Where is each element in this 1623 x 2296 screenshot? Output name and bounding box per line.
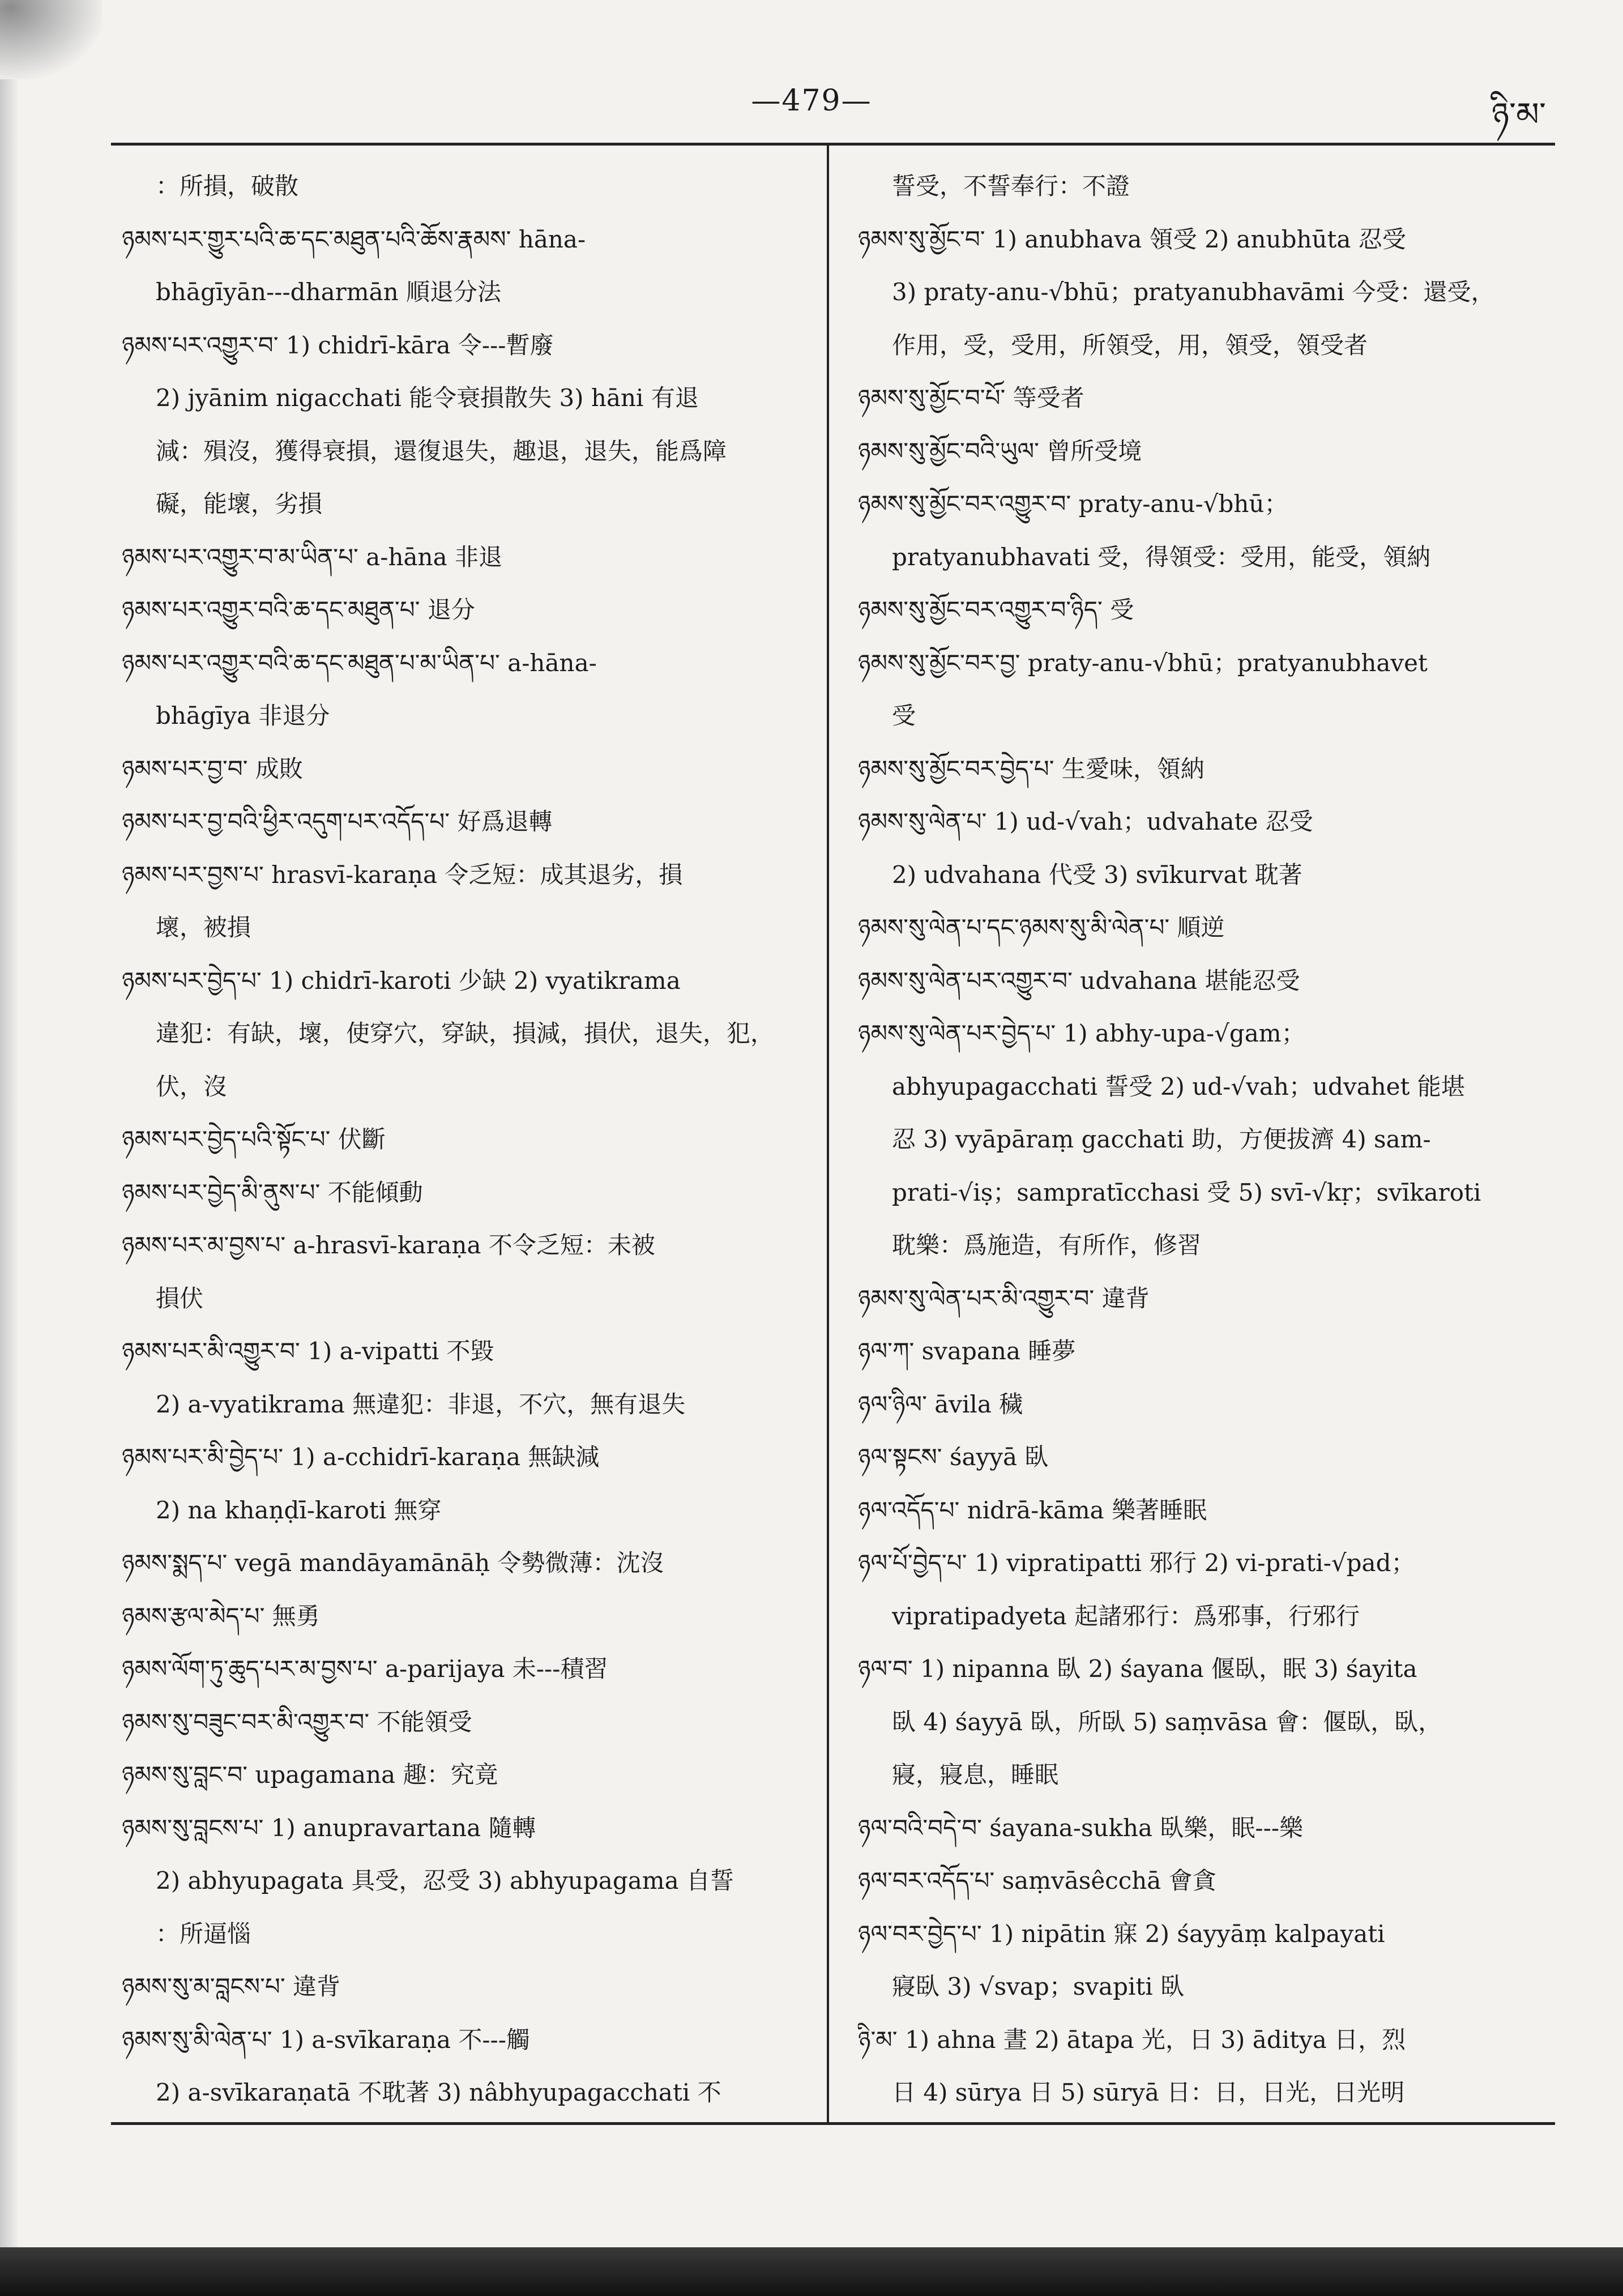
entry-headword-line: ཉམས་པར་མི་བྱེད་པ་ 1) a-cchidrī-karaṇa 無缺減: [122, 1443, 600, 1471]
entry-headword-line: ཉམས་པར་འགྱུར་བའི་ཆ་དང་མཐུན་པ་ 退分: [122, 596, 475, 624]
entry-headword-line: ཉལ་ཀ་ svapana 睡夢: [858, 1337, 1076, 1365]
right-column: [858, 160, 1554, 2119]
entry-continuation-line: 忍 3) vyāpāraṃ gacchati 助，方便拔濟 4) sam-: [892, 1125, 1431, 1153]
entry-headword-line: ཉམས་པར་བྱ་བ་ 成敗: [122, 754, 303, 783]
entry-continuation-line: 3) praty-anu-√bhū；pratyanubhavāmi 今受：還受，: [892, 278, 1495, 306]
entry-continuation-line: prati-√iṣ；sampratīcchasi 受 5) svī-√kṛ；svīkaroti: [892, 1178, 1481, 1206]
entry-headword-line: ཉམས་སུ་མྱོང་བར་འགྱུར་བ་ praty-anu-√bhū；: [858, 490, 1288, 518]
entry-continuation-line: 壞，被損: [156, 914, 251, 941]
entry-headword-line: ཉམས་སུ་ལེན་པར་བྱེད་པ་ 1) abhy-upa-√gam；: [858, 1019, 1305, 1047]
entry-headword-line: ཉལ་བར་འདོད་པ་ saṃvāsêcchā 會貪: [858, 1867, 1216, 1894]
entry-continuation-line: bhāgīyān---dharmān 順退分法: [156, 278, 502, 306]
entry-headword-line: ཉམས་སུ་བཟུང་བར་མི་འགྱུར་བ་ 不能領受: [122, 1708, 472, 1736]
entry-headword-line: ཉམས་པར་བྱས་པ་ hrasvī-karaṇa 令乏短：成其退劣，損: [122, 860, 683, 889]
entry-headword-line: ཉམས་པར་འགྱུར་བ་མ་ཡིན་པ་ a-hāna 非退: [122, 543, 502, 571]
entry-headword-line: ཉམས་རྩལ་མེད་པ་ 無勇: [122, 1602, 320, 1630]
entry-headword-line: ཉལ་བར་བྱེད་པ་ 1) nipātin 寐 2) śayyāṃ kalpayati: [858, 1919, 1385, 1948]
entry-headword-line: ཉམས་སུ་ལེན་པ་ 1) ud-√vah；udvahate 忍受: [858, 808, 1313, 835]
entry-continuation-line: 日 4) sūrya 日 5) sūryā 日：日，日光，日光明: [892, 2079, 1405, 2106]
entry-continuation-line: 損伏: [156, 1284, 204, 1312]
entry-continuation-line: 礙，能壞，劣損: [156, 490, 323, 518]
entry-headword-line: ཉམས་སུ་མྱོང་བའི་ཡུལ་ 曾所受境: [858, 437, 1142, 465]
column-divider: [827, 143, 829, 2125]
entry-headword-line: ཉལ་སྟངས་ śayyā 臥: [858, 1443, 1049, 1471]
scan-left-edge: [0, 79, 19, 2296]
entry-headword-line: ཉམས་སུ་མྱོང་བར་འགྱུར་བ་ཉིད་ 受: [858, 596, 1134, 624]
entry-headword-line: ཉམས་པར་མི་འགྱུར་བ་ 1) a-vipatti 不毀: [122, 1337, 494, 1365]
entry-continuation-line: 作用，受，受用，所領受，用，領受，領受者: [892, 331, 1368, 359]
entry-headword-line: ཉལ་བ་ 1) nipanna 臥 2) śayana 偃臥，眠 3) śayita: [858, 1655, 1417, 1683]
entry-continuation-line: 耽樂：爲施造，有所作，修習: [892, 1231, 1202, 1259]
entry-headword-line: ཉམས་སུ་མྱོང་བར་བྱེད་པ་ 生愛味，領納: [858, 754, 1205, 783]
entry-continuation-line: 2) udvahana 代受 3) svīkurvat 耽著: [892, 860, 1302, 889]
entry-continuation-line: 違犯：有缺，壞，使穿穴，穿缺，損減，損伏，退失，犯，: [156, 1019, 775, 1047]
entry-continuation-line: 2) a-vyatikrama 無違犯：非退，不穴，無有退失: [156, 1390, 686, 1418]
entry-headword-line: ཉལ་འདོད་པ་ nidrā-kāma 樂著睡眠: [858, 1496, 1207, 1524]
entry-continuation-line: 寢，寢息，睡眠: [892, 1761, 1059, 1789]
top-rule: [111, 143, 1555, 146]
entry-continuation-line: 伏，沒: [156, 1072, 228, 1100]
entry-headword-line: ཉམས་སུ་མྱོང་བ་པོ་ 等受者: [858, 384, 1084, 412]
entry-headword-line: ཉམས་སྨད་པ་ vegā mandāyamānāḥ 令勢微薄：沈沒: [122, 1549, 664, 1577]
entry-headword-line: ཉམས་སུ་བླང་བ་ upagamana 趣：究竟: [122, 1761, 498, 1789]
entry-continuation-line: 2) jyānim nigacchati 能令衰損散失 3) hāni 有退: [156, 384, 699, 412]
entry-headword-line: ཉམས་པར་བྱེད་པའི་སྟོང་པ་ 伏斷: [122, 1125, 386, 1153]
entry-continuation-line: ：所損，破散: [156, 172, 299, 200]
left-column: [122, 160, 810, 2119]
running-head: ཉི་མ་: [1491, 95, 1546, 134]
entry-continuation-line: 寢臥 3) √svap；svapiti 臥: [892, 1973, 1185, 2000]
entry-headword-line: ཉམས་སུ་བླངས་པ་ 1) anupravartana 隨轉: [122, 1813, 536, 1842]
entry-continuation-line: 減：殞沒，獲得衰損，還復退失，趣退，退失，能爲障: [156, 437, 727, 465]
entry-continuation-line: bhāgīya 非退分: [156, 702, 330, 729]
entry-headword-line: ཉལ་ཉིལ་ āvila 穢: [858, 1390, 1023, 1418]
entry-headword-line: ཉམས་སུ་ལེན་པ་དང་ཉམས་སུ་མི་ལེན་པ་ 順逆: [858, 914, 1225, 941]
entry-headword-line: ཉམས་པར་འགྱུར་བ་ 1) chidrī-kāra 令---暫廢: [122, 331, 554, 359]
entry-continuation-line: 2) a-svīkaraṇatā 不耽著 3) nâbhyupagacchati 不: [156, 2079, 721, 2106]
entry-continuation-line: vipratipadyeta 起諸邪行：爲邪事，行邪行: [892, 1602, 1360, 1630]
page-number: —479—: [751, 84, 872, 118]
entry-continuation-line: 2) abhyupagata 具受，忍受 3) abhyupagama 自誓: [156, 1867, 734, 1894]
entry-headword-line: ཉམས་སུ་མ་བླངས་པ་ 違背: [122, 1973, 341, 2000]
entry-headword-line: ཉམས་པར་བྱ་བའི་ཕྱིར་འདུག་པར་འདོད་པ་ 好爲退轉: [122, 808, 553, 835]
entry-headword-line: ཉམས་ལོག་ཏུ་ཆུད་པར་མ་བྱས་པ་ a-parijaya 未---積習: [122, 1655, 608, 1683]
entry-headword-line: ཉམས་སུ་ལེན་པར་འགྱུར་བ་ udvahana 堪能忍受: [858, 966, 1300, 995]
entry-headword-line: ཉི་མ་ 1) ahna 晝 2) ātapa 光，日 3) āditya 日，烈: [858, 2025, 1406, 2054]
entry-continuation-line: 臥 4) śayyā 臥，所臥 5) saṃvāsa 會：偃臥，臥，: [892, 1708, 1442, 1736]
bottom-rule: [111, 2122, 1555, 2125]
entry-headword-line: ཉམས་པར་བྱེད་པ་ 1) chidrī-karoti 少缺 2) vyatikrama: [122, 966, 681, 995]
entry-headword-line: ཉམས་སུ་མི་ལེན་པ་ 1) a-svīkaraṇa 不---觸: [122, 2025, 530, 2054]
entry-headword-line: ཉལ་བའི་བདེ་བ་ śayana-sukha 臥樂，眠---樂: [858, 1813, 1304, 1842]
entry-continuation-line: ：所逼惱: [156, 1919, 251, 1948]
scan-bottom-band: [0, 2247, 1623, 2296]
entry-headword-line: ཉམས་པར་འགྱུར་བའི་ཆ་དང་མཐུན་པ་མ་ཡིན་པ་ a-hāna-: [122, 648, 597, 677]
entry-continuation-line: abhyupagacchati 誓受 2) ud-√vah；udvahet 能堪: [892, 1072, 1465, 1100]
entry-headword-line: ཉམས་པར་བྱེད་མི་ནུས་པ་ 不能傾動: [122, 1178, 423, 1206]
entry-continuation-line: 誓受，不誓奉行：不證: [892, 172, 1130, 200]
entry-headword-line: ཉམས་སུ་ལེན་པར་མི་འགྱུར་བ་ 違背: [858, 1284, 1150, 1312]
entry-headword-line: ཉམས་སུ་མྱོང་བར་བྱ་ praty-anu-√bhū；pratyanubhavet: [858, 648, 1428, 677]
entry-headword-line: ཉམས་པར་གྱུར་པའི་ཆ་དང་མཐུན་པའི་ཆོས་རྣམས་ hāna-: [122, 225, 586, 253]
entry-continuation-line: 2) na khaṇḍī-karoti 無穿: [156, 1496, 442, 1524]
entry-headword-line: ཉལ་པོ་བྱེད་པ་ 1) vipratipatti 邪行 2) vi-prati-√pad；: [858, 1549, 1415, 1577]
entry-headword-line: ཉམས་སུ་མྱོང་བ་ 1) anubhava 領受 2) anubhūta 忍受: [858, 225, 1406, 253]
entry-headword-line: ཉམས་པར་མ་བྱས་པ་ a-hrasvī-karaṇa 不令乏短：未被: [122, 1231, 655, 1259]
scan-corner-smudge: [0, 0, 102, 79]
entry-continuation-line: 受: [892, 702, 916, 729]
entry-continuation-line: pratyanubhavati 受，得領受：受用，能受，領納: [892, 543, 1431, 571]
